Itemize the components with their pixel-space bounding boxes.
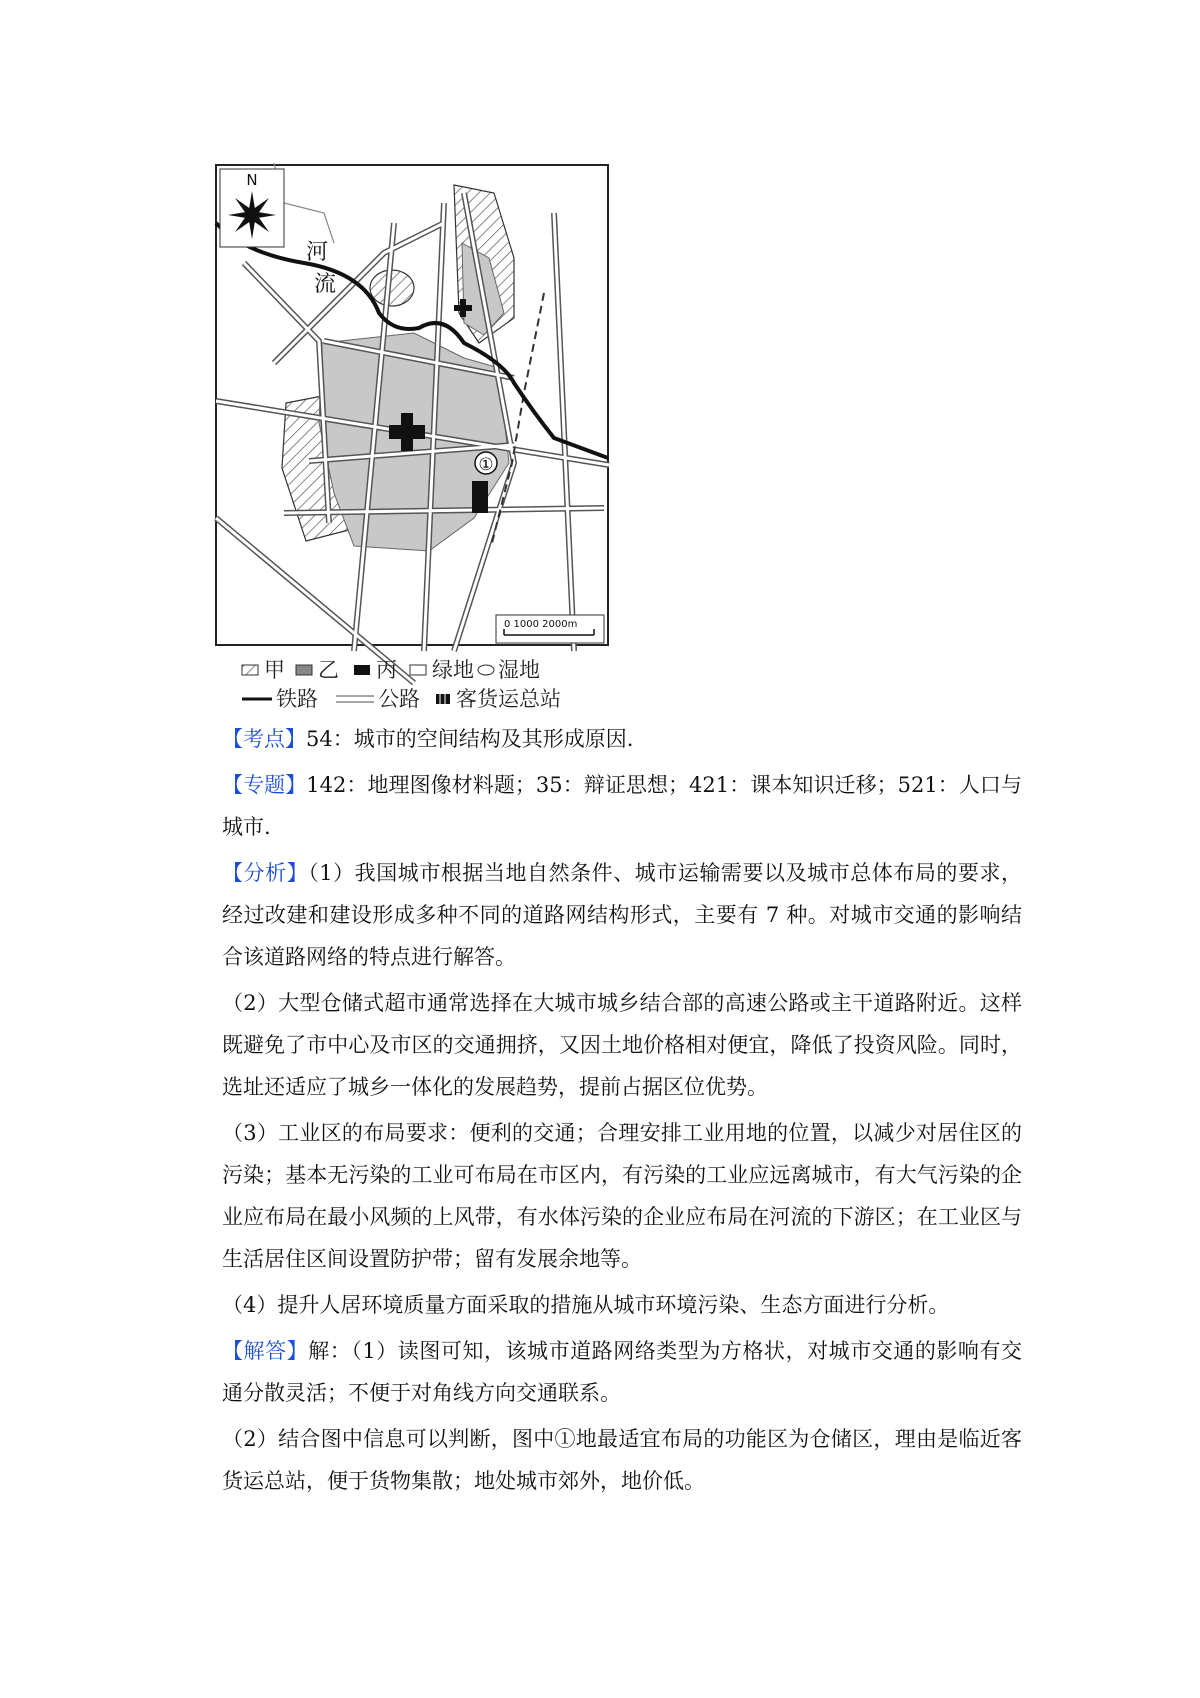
freight-station	[472, 481, 488, 513]
river-label-1: 河	[306, 240, 329, 265]
legend-jia: 甲	[264, 658, 285, 682]
site-marker: ①	[478, 455, 494, 475]
answer-content	[222, 718, 1022, 1506]
jieda-tag: 【解答】	[222, 1339, 309, 1363]
legend-lvdi: 绿地	[432, 658, 474, 682]
river-label-2: 流	[314, 272, 337, 297]
fenxi-paragraph-3: （3）工业区的布局要求：便利的交通；合理安排工业用地的位置，以减少对居住区的污染；基本无污染的工业可布局在市区内，有污染的工业应远离城市，有大气污染的企业应布局在最小风频的上风带，有水体污染的企业应布局在河流的下游区；在工业区与生活居住区间设置防护带；留有发展余地等。	[222, 1121, 1022, 1271]
kaodian-text: 54：城市的空间结构及其形成原因.	[306, 727, 634, 751]
compass-rose-icon	[228, 191, 276, 239]
legend-shidi: 湿地	[498, 658, 540, 682]
zhuanti-tag: 【专题】	[222, 773, 307, 797]
kaodian-tag: 【考点】	[222, 727, 306, 751]
jieda-paragraph-2: （2）结合图中信息可以判断，图中①地最适宜布局的功能区为仓储区，理由是临近客货运总站，便于货物集散；地处城市郊外，地价低。	[222, 1427, 1022, 1493]
legend-bing: 丙	[376, 658, 397, 682]
scale-label: 0 1000 2000m	[504, 619, 578, 630]
jieda-text-1: 解：（1）读图可知，该城市道路网络类型为方格状，对城市交通的影响有交通分散灵活；不便于对角线方向交通联系。	[222, 1339, 1023, 1405]
fenxi-paragraph-1	[222, 852, 1022, 978]
fenxi-paragraph-2: （2）大型仓储式超市通常选择在大城市城乡结合部的高速公路或主干道路附近。这样既避免了市中心及市区的交通拥挤，又因土地价格相对便宜，降低了投资风险。同时，选址还适应了城乡一体化的发展趋势，提前占据区位优势。	[222, 991, 1022, 1099]
fenxi-text-1: （1）我国城市根据当地自然条件、城市运输需要以及城市总体布局的要求，经过改建和建设形成多种不同的道路网结构形式，主要有 7 种。对城市交通的影响结合该道路网络的特点进行解答。	[222, 861, 1023, 969]
legend-zhan: 客货运总站	[456, 687, 561, 711]
kaodian-paragraph	[222, 718, 1022, 760]
north-label: N	[246, 171, 258, 189]
legend-row-2	[242, 687, 561, 711]
fenxi-paragraph-4: （4）提升人居环境质量方面采取的措施从城市环境污染、生态方面进行分析。	[222, 1293, 950, 1317]
fenxi-tag: 【分析】	[222, 861, 309, 885]
city-map-figure	[214, 163, 614, 711]
legend-gonglu: 公路	[378, 687, 420, 711]
legend-row-1	[242, 658, 540, 682]
zhuanti-paragraph	[222, 764, 1022, 848]
legend-yi: 乙	[318, 658, 339, 682]
zhuanti-text: 142：地理图像材料题；35：辩证思想；421：课本知识迁移；521：人口与城市.	[222, 773, 1023, 839]
legend-tielu: 铁路	[276, 687, 318, 711]
jieda-paragraph-1	[222, 1330, 1022, 1414]
